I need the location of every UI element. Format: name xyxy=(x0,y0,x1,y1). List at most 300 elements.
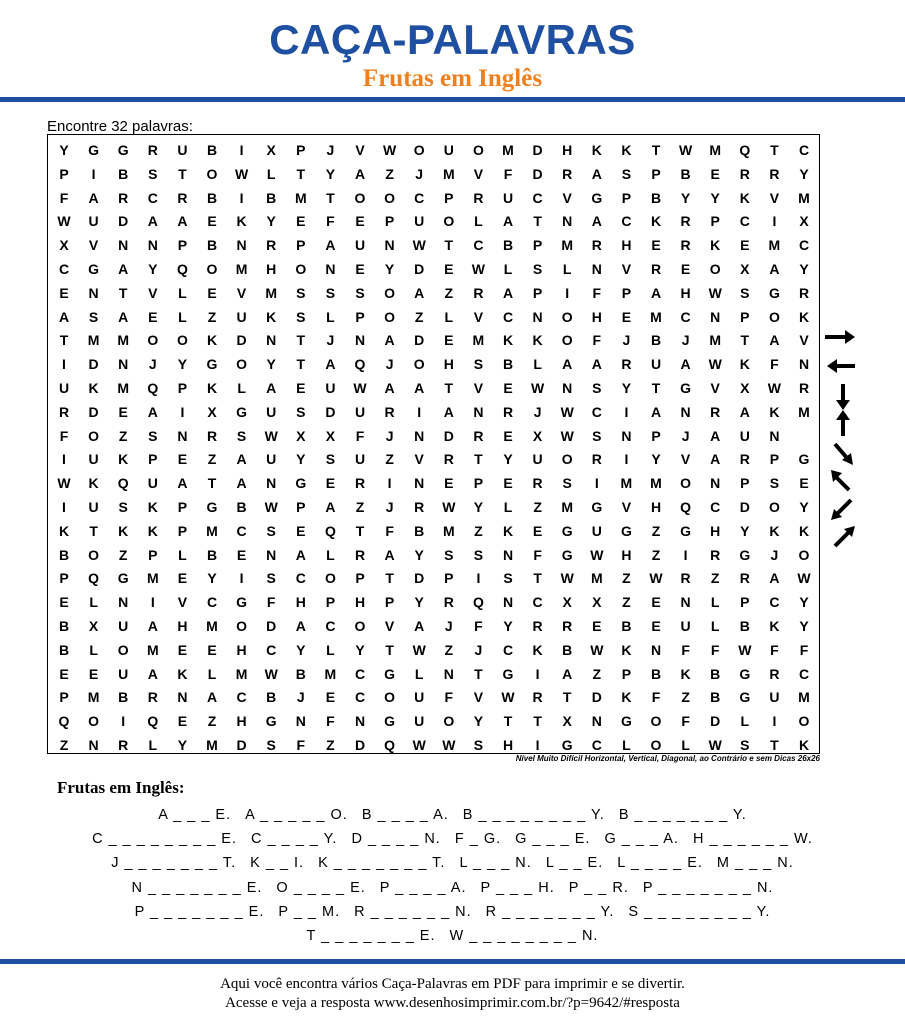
grid-letter[interactable]: R xyxy=(798,284,810,301)
grid-letter[interactable]: E xyxy=(59,284,69,301)
grid-letter[interactable]: O xyxy=(650,737,662,753)
grid-letter[interactable]: B xyxy=(650,332,662,349)
grid-letter[interactable]: L xyxy=(503,261,513,277)
grid-letter[interactable]: O xyxy=(650,713,662,730)
grid-letter[interactable]: G xyxy=(798,451,810,468)
grid-letter[interactable]: O xyxy=(236,356,248,373)
grid-letter[interactable]: G xyxy=(206,499,218,515)
grid-letter[interactable]: K xyxy=(591,142,602,158)
grid-letter[interactable]: N xyxy=(177,689,188,706)
grid-letter[interactable]: I xyxy=(624,451,629,468)
grid-letter[interactable]: N xyxy=(591,713,602,730)
grid-letter[interactable]: W xyxy=(767,380,781,396)
grid-letter[interactable]: E xyxy=(503,475,513,492)
grid-letter[interactable]: B xyxy=(206,546,218,563)
grid-letter[interactable]: P xyxy=(355,308,365,325)
grid-letter[interactable]: X xyxy=(592,594,602,611)
grid-letter[interactable]: E xyxy=(503,380,513,396)
grid-letter[interactable]: T xyxy=(118,284,128,301)
grid-letter[interactable]: E xyxy=(207,284,217,301)
grid-letter[interactable]: Z xyxy=(681,689,690,706)
grid-letter[interactable]: U xyxy=(680,618,691,634)
grid-letter[interactable]: L xyxy=(710,618,720,634)
grid-letter[interactable]: P xyxy=(325,594,336,611)
grid-letter[interactable]: A xyxy=(591,356,602,373)
grid-letter[interactable]: W xyxy=(264,427,278,444)
grid-letter[interactable]: V xyxy=(621,499,632,515)
grid-letter[interactable]: W xyxy=(678,142,693,158)
grid-letter[interactable]: Y xyxy=(473,499,484,515)
grid-letter[interactable]: V xyxy=(177,594,188,611)
grid-letter[interactable]: C xyxy=(680,308,691,325)
grid-letter[interactable]: N xyxy=(532,308,543,325)
grid-letter[interactable]: Y xyxy=(473,713,484,730)
grid-letter[interactable]: F xyxy=(533,546,542,563)
grid-letter[interactable]: J xyxy=(326,332,335,349)
grid-letter[interactable]: R xyxy=(118,189,129,206)
grid-letter[interactable]: D xyxy=(88,403,99,420)
grid-letter[interactable]: R xyxy=(621,356,632,373)
grid-letter[interactable]: S xyxy=(740,284,750,301)
grid-letter[interactable]: K xyxy=(769,403,780,420)
grid-letter[interactable]: T xyxy=(444,380,454,396)
grid-letter[interactable]: Y xyxy=(799,261,809,277)
grid-letter[interactable]: W xyxy=(708,356,722,373)
grid-letter[interactable]: E xyxy=(532,522,543,539)
grid-letter[interactable]: F xyxy=(59,189,69,206)
grid-letter[interactable]: U xyxy=(88,499,99,515)
grid-letter[interactable]: E xyxy=(325,475,336,492)
grid-letter[interactable]: W xyxy=(57,475,71,492)
grid-letter[interactable]: Z xyxy=(207,451,217,468)
grid-letter[interactable]: S xyxy=(88,308,99,325)
grid-letter[interactable]: H xyxy=(650,499,662,515)
grid-letter[interactable]: M xyxy=(294,189,307,206)
grid-letter[interactable]: I xyxy=(594,475,599,492)
grid-letter[interactable]: U xyxy=(414,213,425,230)
grid-letter[interactable]: Y xyxy=(296,641,306,658)
grid-letter[interactable]: G xyxy=(591,499,603,515)
grid-letter[interactable]: I xyxy=(772,713,777,730)
grid-letter[interactable]: D xyxy=(414,261,425,277)
grid-letter[interactable]: M xyxy=(798,189,810,206)
grid-letter[interactable]: R xyxy=(473,189,484,206)
grid-letter[interactable]: A xyxy=(325,237,336,254)
grid-letter[interactable]: O xyxy=(236,618,248,634)
grid-letter[interactable]: B xyxy=(650,189,662,206)
grid-letter[interactable]: O xyxy=(206,261,218,277)
grid-letter[interactable]: F xyxy=(59,427,69,444)
grid-letter[interactable]: O xyxy=(472,142,484,158)
grid-letter[interactable]: L xyxy=(266,165,276,182)
grid-letter[interactable]: B xyxy=(502,237,514,254)
grid-letter[interactable]: A xyxy=(769,332,780,349)
grid-letter[interactable]: N xyxy=(710,475,721,492)
grid-letter[interactable]: R xyxy=(798,380,810,396)
grid-letter[interactable]: P xyxy=(177,237,188,254)
grid-letter[interactable]: S xyxy=(740,737,750,753)
grid-letter[interactable]: C xyxy=(532,189,543,206)
grid-letter[interactable]: O xyxy=(768,499,780,515)
grid-letter[interactable]: Q xyxy=(324,522,336,539)
grid-letter[interactable]: Q xyxy=(88,570,100,587)
grid-letter[interactable]: Y xyxy=(799,618,809,634)
grid-letter[interactable]: K xyxy=(206,380,218,396)
grid-letter[interactable]: E xyxy=(592,618,602,634)
grid-letter[interactable]: Z xyxy=(59,737,69,753)
grid-letter[interactable]: R xyxy=(562,618,573,634)
grid-letter[interactable]: I xyxy=(535,737,540,753)
grid-letter[interactable]: J xyxy=(444,618,453,634)
grid-letter[interactable]: M xyxy=(206,618,218,634)
grid-letter[interactable]: S xyxy=(266,522,276,539)
grid-letter[interactable]: X xyxy=(562,594,572,611)
grid-letter[interactable]: T xyxy=(740,332,750,349)
grid-letter[interactable]: W xyxy=(264,665,278,682)
grid-letter[interactable]: R xyxy=(147,689,158,706)
grid-letter[interactable]: X xyxy=(799,213,809,230)
grid-letter[interactable]: U xyxy=(532,451,543,468)
grid-letter[interactable]: Z xyxy=(118,427,128,444)
grid-letter[interactable]: O xyxy=(443,213,455,230)
grid-letter[interactable]: Z xyxy=(622,570,631,587)
grid-letter[interactable]: L xyxy=(178,284,187,301)
grid-letter[interactable]: G xyxy=(591,189,603,206)
grid-letter[interactable]: C xyxy=(325,618,336,634)
grid-letter[interactable]: F xyxy=(770,356,779,373)
grid-letter[interactable]: Q xyxy=(354,356,366,373)
grid-letter[interactable]: U xyxy=(88,451,99,468)
grid-letter[interactable]: M xyxy=(235,261,248,277)
grid-letter[interactable]: K xyxy=(532,332,543,349)
grid-letter[interactable]: O xyxy=(413,142,425,158)
grid-letter[interactable]: K xyxy=(206,332,218,349)
grid-letter[interactable]: D xyxy=(236,737,247,753)
grid-letter[interactable]: X xyxy=(532,427,543,444)
grid-letter[interactable]: H xyxy=(236,641,247,658)
grid-letter[interactable]: D xyxy=(710,713,721,730)
grid-letter[interactable]: G xyxy=(88,142,100,158)
grid-letter[interactable]: E xyxy=(207,213,217,230)
grid-letter[interactable]: M xyxy=(117,380,130,396)
grid-letter[interactable]: O xyxy=(443,713,455,730)
grid-letter[interactable]: U xyxy=(58,380,70,396)
grid-letter[interactable]: S xyxy=(325,451,336,468)
grid-letter[interactable]: L xyxy=(681,737,690,753)
grid-letter[interactable]: Z xyxy=(207,713,217,730)
grid-letter[interactable]: A xyxy=(236,451,247,468)
grid-letter[interactable]: I xyxy=(239,189,244,206)
grid-letter[interactable]: W xyxy=(708,284,722,301)
grid-letter[interactable]: Q xyxy=(384,737,396,753)
grid-letter[interactable]: K xyxy=(710,237,721,254)
grid-letter[interactable]: U xyxy=(354,403,366,420)
grid-letter[interactable]: V xyxy=(710,380,720,396)
grid-letter[interactable]: R xyxy=(443,594,454,611)
grid-letter[interactable]: Y xyxy=(799,594,809,611)
grid-letter[interactable]: B xyxy=(562,641,573,658)
grid-letter[interactable]: N xyxy=(680,594,691,611)
grid-letter[interactable]: W xyxy=(590,641,604,658)
grid-letter[interactable]: Y xyxy=(266,213,276,230)
grid-letter[interactable]: F xyxy=(592,332,602,349)
grid-letter[interactable]: V xyxy=(473,308,484,325)
grid-letter[interactable]: O xyxy=(88,427,100,444)
grid-letter[interactable]: P xyxy=(651,427,661,444)
grid-letter[interactable]: A xyxy=(414,618,425,634)
grid-letter[interactable]: L xyxy=(503,499,513,515)
grid-letter[interactable]: B xyxy=(710,689,721,706)
grid-letter[interactable]: Y xyxy=(177,737,188,753)
grid-letter[interactable]: Q xyxy=(147,713,159,730)
grid-letter[interactable]: A xyxy=(354,165,366,182)
grid-letter[interactable]: R xyxy=(591,237,602,254)
grid-letter[interactable]: M xyxy=(620,475,633,492)
grid-letter[interactable]: W xyxy=(264,499,278,515)
grid-letter[interactable]: N xyxy=(562,213,573,230)
grid-letter[interactable]: C xyxy=(798,665,810,682)
grid-letter[interactable]: O xyxy=(561,308,573,325)
grid-letter[interactable]: A xyxy=(562,665,573,682)
grid-letter[interactable]: A xyxy=(443,403,454,420)
grid-letter[interactable]: A xyxy=(384,332,395,349)
grid-letter[interactable]: M xyxy=(146,570,159,587)
grid-letter[interactable]: L xyxy=(326,308,335,325)
grid-letter[interactable]: A xyxy=(502,284,514,301)
grid-letter[interactable]: Y xyxy=(59,142,69,158)
grid-letter[interactable]: A xyxy=(591,213,602,230)
grid-letter[interactable]: C xyxy=(266,641,277,658)
grid-letter[interactable]: A xyxy=(266,380,277,396)
grid-letter[interactable]: N xyxy=(384,237,395,254)
grid-letter[interactable]: F xyxy=(799,641,809,658)
grid-letter[interactable]: E xyxy=(503,427,513,444)
grid-letter[interactable]: P xyxy=(740,308,750,325)
grid-letter[interactable]: F xyxy=(770,641,779,658)
grid-letter[interactable]: A xyxy=(118,308,129,325)
grid-letter[interactable]: R xyxy=(502,403,514,420)
grid-letter[interactable]: A xyxy=(502,213,514,230)
grid-letter[interactable]: R xyxy=(266,237,277,254)
grid-letter[interactable]: E xyxy=(621,308,632,325)
grid-letter[interactable]: J xyxy=(385,499,394,515)
grid-letter[interactable]: T xyxy=(385,641,394,658)
grid-letter[interactable]: M xyxy=(206,737,218,753)
grid-letter[interactable]: G xyxy=(739,689,751,706)
grid-letter[interactable]: P xyxy=(532,284,543,301)
grid-letter[interactable]: Z xyxy=(592,665,602,682)
grid-letter[interactable]: K xyxy=(769,618,780,634)
grid-letter[interactable]: U xyxy=(147,475,158,492)
grid-letter[interactable]: Q xyxy=(58,713,70,730)
grid-letter[interactable]: B xyxy=(118,689,129,706)
grid-letter[interactable]: Y xyxy=(414,594,424,611)
grid-letter[interactable]: S xyxy=(444,546,454,563)
grid-letter[interactable]: L xyxy=(178,308,187,325)
grid-letter[interactable]: E xyxy=(355,213,365,230)
grid-letter[interactable]: P xyxy=(148,546,158,563)
grid-letter[interactable]: K xyxy=(147,499,158,515)
grid-letter[interactable]: A xyxy=(295,546,306,563)
grid-letter[interactable]: M xyxy=(117,332,130,349)
grid-letter[interactable]: R xyxy=(680,213,691,230)
grid-letter[interactable]: Q xyxy=(739,142,751,158)
grid-letter[interactable]: A xyxy=(236,475,247,492)
grid-letter[interactable]: V xyxy=(414,451,424,468)
grid-letter[interactable]: N xyxy=(650,641,662,658)
grid-letter[interactable]: A xyxy=(58,308,70,325)
grid-letter[interactable]: W xyxy=(708,737,722,753)
grid-letter[interactable]: M xyxy=(561,499,574,515)
grid-letter[interactable]: P xyxy=(355,570,365,587)
grid-letter[interactable]: U xyxy=(236,308,247,325)
grid-letter[interactable]: O xyxy=(176,332,188,349)
grid-letter[interactable]: U xyxy=(118,665,129,682)
grid-letter[interactable]: B xyxy=(58,618,70,634)
grid-letter[interactable]: N xyxy=(591,261,602,277)
grid-letter[interactable]: E xyxy=(177,713,188,730)
grid-letter[interactable]: U xyxy=(443,142,454,158)
grid-letter[interactable]: S xyxy=(266,570,276,587)
grid-letter[interactable]: B xyxy=(206,189,218,206)
grid-letter[interactable]: T xyxy=(562,689,572,706)
grid-letter[interactable]: P xyxy=(177,380,188,396)
grid-letter[interactable]: G xyxy=(561,546,573,563)
grid-letter[interactable]: D xyxy=(414,570,425,587)
grid-letter[interactable]: D xyxy=(354,737,366,753)
grid-letter[interactable]: A xyxy=(710,451,721,468)
grid-letter[interactable]: S xyxy=(621,165,632,182)
grid-letter[interactable]: V xyxy=(384,618,395,634)
grid-letter[interactable]: F xyxy=(651,689,661,706)
grid-letter[interactable]: R xyxy=(58,403,70,420)
grid-letter[interactable]: K xyxy=(266,308,277,325)
grid-letter[interactable]: P xyxy=(384,594,395,611)
grid-letter[interactable]: H xyxy=(621,546,632,563)
grid-letter[interactable]: C xyxy=(236,689,247,706)
grid-letter[interactable]: R xyxy=(354,546,366,563)
grid-letter[interactable]: D xyxy=(414,332,425,349)
grid-letter[interactable]: C xyxy=(206,594,218,611)
grid-letter[interactable]: E xyxy=(680,261,691,277)
grid-letter[interactable]: V xyxy=(680,451,691,468)
grid-letter[interactable]: J xyxy=(474,641,483,658)
grid-letter[interactable]: D xyxy=(532,142,543,158)
grid-letter[interactable]: R xyxy=(473,427,484,444)
grid-letter[interactable]: G xyxy=(561,737,573,753)
grid-letter[interactable]: O xyxy=(88,546,100,563)
grid-letter[interactable]: X xyxy=(88,618,99,634)
grid-letter[interactable]: K xyxy=(177,665,188,682)
grid-letter[interactable]: B xyxy=(206,237,218,254)
grid-letter[interactable]: W xyxy=(442,499,456,515)
grid-letter[interactable]: Y xyxy=(680,189,691,206)
grid-letter[interactable]: A xyxy=(206,689,218,706)
grid-letter[interactable]: I xyxy=(683,546,688,563)
grid-letter[interactable]: J xyxy=(681,427,690,444)
grid-letter[interactable]: J xyxy=(385,356,394,373)
grid-letter[interactable]: G xyxy=(117,142,129,158)
grid-letter[interactable]: S xyxy=(236,427,247,444)
grid-letter[interactable]: Z xyxy=(207,308,217,325)
grid-letter[interactable]: H xyxy=(680,284,691,301)
grid-letter[interactable]: M xyxy=(650,308,662,325)
grid-letter[interactable]: V xyxy=(769,189,780,206)
grid-letter[interactable]: H xyxy=(177,618,188,634)
grid-letter[interactable]: E xyxy=(651,237,661,254)
grid-letter[interactable]: I xyxy=(239,142,244,158)
grid-letter[interactable]: E xyxy=(118,403,128,420)
grid-letter[interactable]: T xyxy=(770,737,779,753)
grid-letter[interactable]: M xyxy=(502,142,514,158)
grid-letter[interactable]: M xyxy=(265,284,278,301)
grid-letter[interactable]: E xyxy=(177,451,188,468)
grid-letter[interactable]: T xyxy=(651,142,661,158)
grid-letter[interactable]: V xyxy=(88,237,99,254)
grid-letter[interactable]: K xyxy=(798,522,810,539)
grid-letter[interactable]: A xyxy=(177,213,188,230)
grid-letter[interactable]: V xyxy=(473,165,484,182)
grid-letter[interactable]: M xyxy=(206,522,218,539)
grid-letter[interactable]: U xyxy=(325,380,336,396)
grid-letter[interactable]: H xyxy=(266,261,277,277)
grid-letter[interactable]: H xyxy=(710,522,721,539)
grid-letter[interactable]: L xyxy=(178,546,187,563)
grid-letter[interactable]: Z xyxy=(444,284,454,301)
grid-letter[interactable]: V xyxy=(473,380,484,396)
grid-letter[interactable]: N xyxy=(414,475,425,492)
grid-letter[interactable]: Y xyxy=(266,356,276,373)
grid-letter[interactable]: K xyxy=(621,689,632,706)
grid-letter[interactable]: V xyxy=(799,332,809,349)
grid-letter[interactable]: C xyxy=(414,189,425,206)
grid-letter[interactable]: F xyxy=(385,522,394,539)
grid-letter[interactable]: B xyxy=(739,618,750,634)
grid-letter[interactable]: R xyxy=(680,237,691,254)
grid-letter[interactable]: P xyxy=(296,237,306,254)
grid-letter[interactable]: R xyxy=(443,451,454,468)
grid-letter[interactable]: O xyxy=(384,308,396,325)
grid-letter[interactable]: U xyxy=(177,142,188,158)
grid-letter[interactable]: W xyxy=(442,737,456,753)
grid-letter[interactable]: N xyxy=(266,475,277,492)
grid-letter[interactable]: C xyxy=(798,142,810,158)
grid-letter[interactable]: M xyxy=(590,570,603,587)
grid-letter[interactable]: L xyxy=(740,713,750,730)
grid-letter[interactable]: A xyxy=(88,189,99,206)
grid-letter[interactable]: K xyxy=(88,475,99,492)
grid-letter[interactable]: M xyxy=(561,237,574,254)
grid-letter[interactable]: X xyxy=(59,237,69,254)
grid-letter[interactable]: E xyxy=(88,665,99,682)
grid-letter[interactable]: T xyxy=(651,380,661,396)
grid-letter[interactable]: L xyxy=(622,737,631,753)
grid-letter[interactable]: X xyxy=(325,427,336,444)
grid-letter[interactable]: U xyxy=(650,356,662,373)
grid-letter[interactable]: R xyxy=(473,284,484,301)
grid-letter[interactable]: M xyxy=(709,332,722,349)
grid-letter[interactable]: E xyxy=(177,641,188,658)
grid-letter[interactable]: H xyxy=(562,142,573,158)
grid-letter[interactable]: S xyxy=(266,737,276,753)
grid-letter[interactable]: R xyxy=(177,189,188,206)
grid-letter[interactable]: N xyxy=(354,713,366,730)
grid-letter[interactable]: A xyxy=(147,618,158,634)
grid-letter[interactable]: N xyxy=(177,427,188,444)
grid-letter[interactable]: L xyxy=(89,641,98,658)
grid-letter[interactable]: P xyxy=(621,665,632,682)
grid-letter[interactable]: E xyxy=(59,594,69,611)
